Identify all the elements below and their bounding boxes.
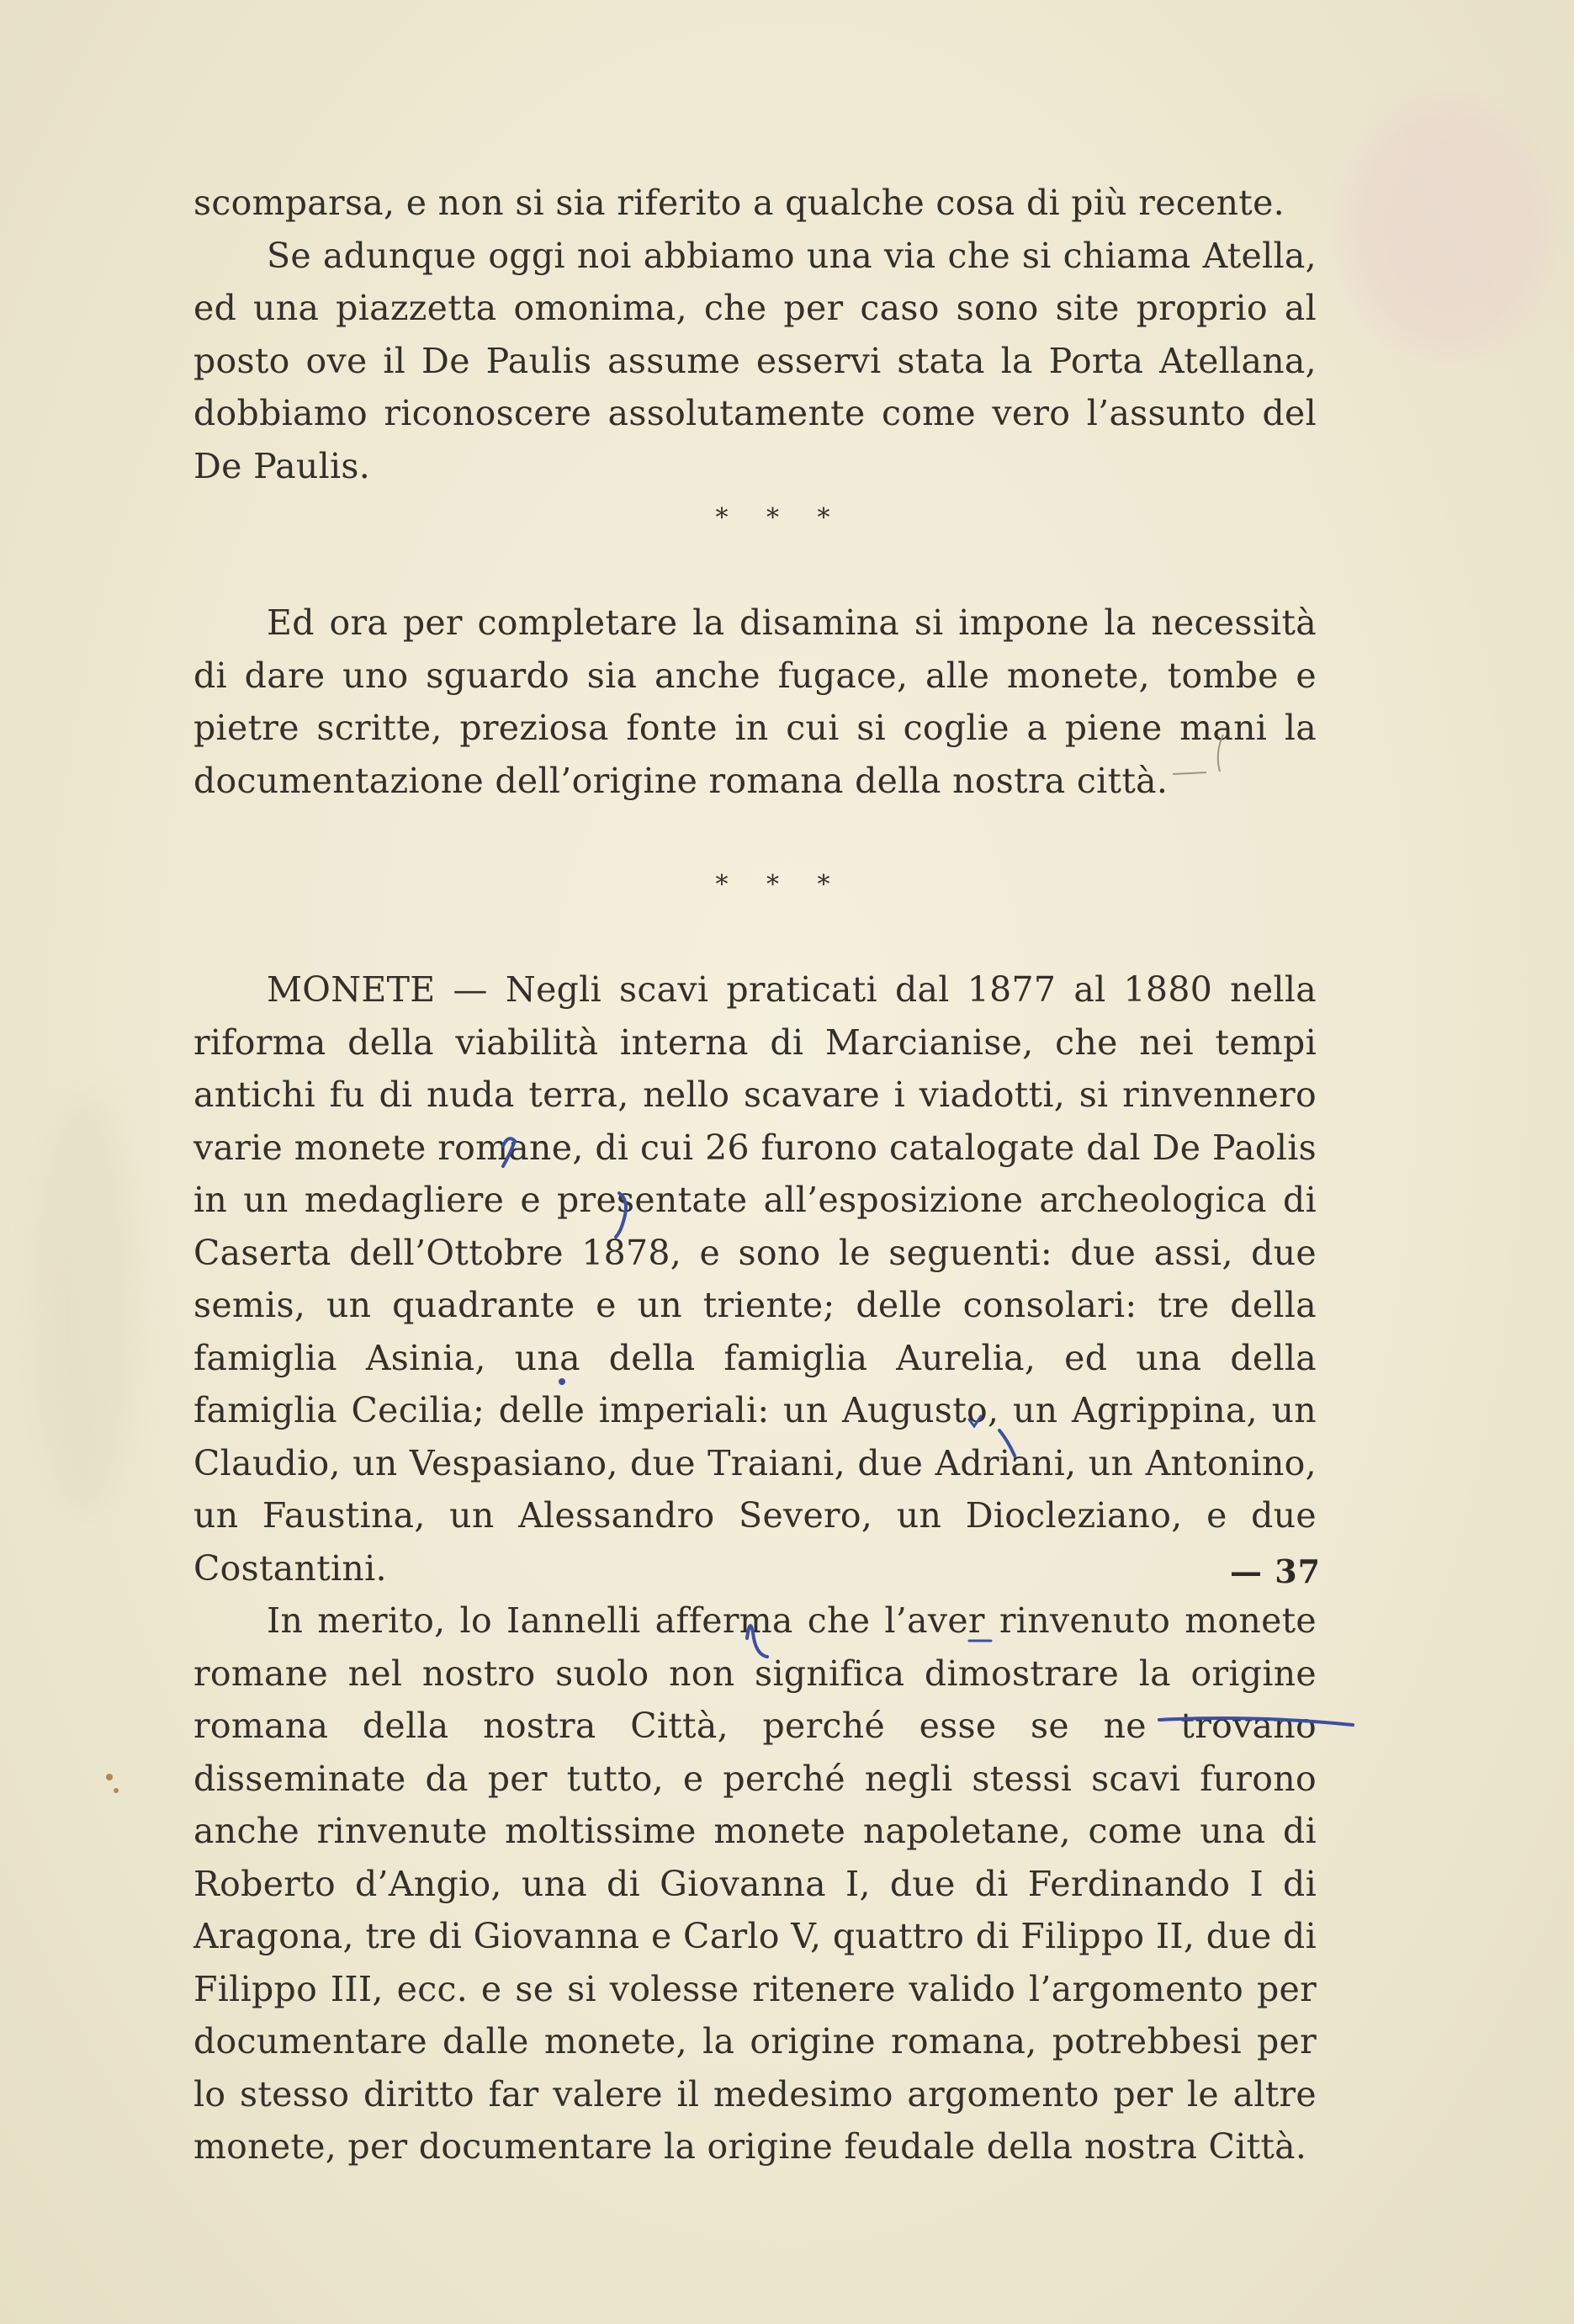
spacer bbox=[193, 807, 1317, 859]
margin-speck bbox=[106, 1774, 113, 1780]
section-separator: * * * bbox=[715, 870, 845, 899]
spacer bbox=[193, 911, 1317, 963]
paragraph: In merito, lo Iannelli afferma che l’aver rinvenuto monete romane nel nostro suolo non significa dimostrare la origine romana della nostra Città, perché esse se ne trovano disseminate da per tutto, e perché negli stessi scavi furono anche rinvenute moltissime monete napoletane, come una di Roberto d’Angio, una di Giovanna I, due di Ferdinando I di Aragona, tre di Giovanna e Carlo V, quattro di Filippo II, due di Filippo III, ecc. e se si volesse ritenere valido l’argomento per documentare dalle monete, la origine romana, potrebbesi per lo stesso diritto far valere il medesimo argomento per le altre monete, per documentare la origine feudale della nostra Città. bbox=[193, 1600, 1317, 2167]
margin-speck bbox=[114, 1788, 119, 1793]
paragraph-monete: MONETE — Negli scavi praticati dal 1877 al 1880 nella riforma della viabilità interna di Marcianise, che nei tempi antichi fu di nuda terra, nello scavare i viadotti, si rinvennero varie monete romane, di cui 26 furono catalogate dal De Paolis in un medagliere e presentate all’esposizione archeologica di Caserta dell’Ottobre 1878, e sono le seguenti: due assi, due semis, un quadrante e un triente; delle consolari: tre della famiglia Asinia, una della famiglia Aurelia, ed una della famiglia Cecilia; delle imperiali: un Augusto, un Agrippina, un Claudio, un Vespasiano, due Traiani, due Adriani, un Antonino, un Faustina, un Alessandro Severo, un Diocleziano, e due Costantini. bbox=[193, 969, 1317, 1589]
section-separator: * * * bbox=[715, 503, 845, 533]
paragraph: scomparsa, e non si sia riferito a qualche cosa di più recente. bbox=[193, 183, 1285, 223]
spacer bbox=[193, 544, 1317, 597]
paragraph: Se adunque oggi noi abbiamo una via che si chiama Atella, ed una piazzetta omonima, che per caso sono site proprio al posto ove il De Paulis assume esservi stata la Porta Atellana, dobbiamo riconoscere assolutamente come vero l’assunto del De Paulis. bbox=[193, 235, 1317, 486]
body-text bbox=[193, 177, 1317, 2173]
page-number: — 37 bbox=[1230, 1552, 1322, 1590]
paper-stain bbox=[1346, 101, 1548, 353]
paragraph: Ed ora per completare la disamina si impone la necessità di dare uno sguardo sia anche fugace, alle monete, tombe e pietre scritte, preziosa fonte in cui si coglie a piene mani la documentazione dell’origine romana della nostra città. bbox=[193, 602, 1317, 801]
paper-stain bbox=[34, 1094, 135, 1515]
